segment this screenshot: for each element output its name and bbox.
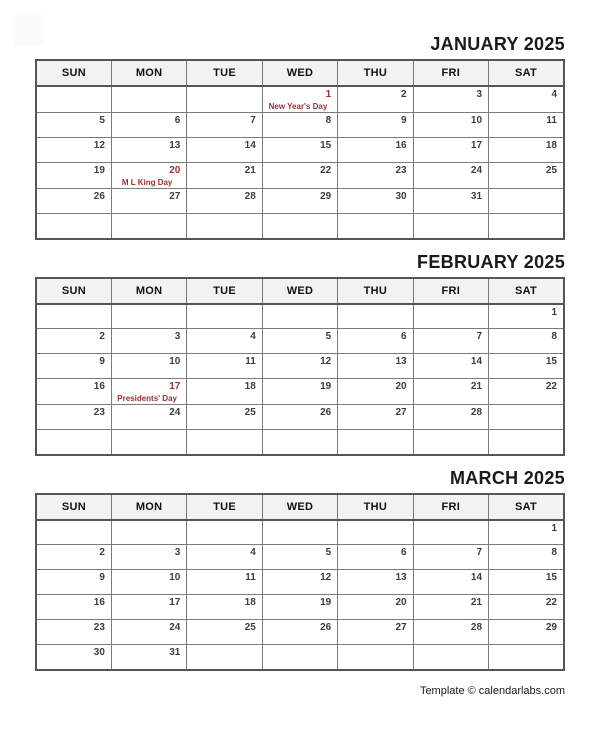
empty-day-cell xyxy=(187,645,262,670)
day-number: 16 xyxy=(93,381,105,392)
day-cell xyxy=(489,545,564,570)
day-number: 13 xyxy=(169,140,181,151)
empty-day-cell xyxy=(338,645,413,670)
day-cell xyxy=(111,354,186,379)
day-cell xyxy=(111,620,186,645)
empty-day-cell xyxy=(111,86,186,113)
month-grid xyxy=(35,493,565,671)
day-number: 29 xyxy=(545,622,557,633)
day-number: 27 xyxy=(395,407,407,418)
month-title: FEBRUARY 2025 xyxy=(417,251,565,272)
week-row xyxy=(36,329,564,354)
day-number: 3 xyxy=(174,547,181,558)
day-cell xyxy=(338,545,413,570)
day-cell xyxy=(413,113,488,138)
month-title: MARCH 2025 xyxy=(449,467,565,488)
day-number: 11 xyxy=(546,115,557,126)
week-row xyxy=(36,86,564,113)
day-cell xyxy=(262,620,337,645)
day-number: 21 xyxy=(470,597,483,608)
month-section xyxy=(35,33,565,240)
day-cell xyxy=(111,138,186,163)
day-number: 13 xyxy=(395,356,407,367)
empty-day-cell xyxy=(413,214,488,239)
day-cell xyxy=(36,138,111,163)
day-cell xyxy=(187,329,262,354)
template-credit: Template © calendarlabs.com xyxy=(419,684,565,697)
day-number: 5 xyxy=(325,547,332,558)
empty-day-cell xyxy=(338,430,413,455)
day-cell xyxy=(111,113,186,138)
day-cell xyxy=(413,163,488,189)
day-cell xyxy=(111,545,186,570)
day-number: 18 xyxy=(244,597,256,608)
empty-day-cell xyxy=(36,214,111,239)
day-cell xyxy=(187,163,262,189)
day-number: 7 xyxy=(250,115,256,126)
day-number: 26 xyxy=(320,407,332,418)
empty-day-cell xyxy=(187,430,262,455)
day-number: 16 xyxy=(395,140,407,151)
day-cell xyxy=(36,329,111,354)
day-number: 22 xyxy=(545,597,557,608)
day-number: 19 xyxy=(320,597,332,608)
day-number: 6 xyxy=(401,331,407,342)
day-cell xyxy=(338,570,413,595)
day-number: 14 xyxy=(470,572,483,583)
month-section xyxy=(35,251,565,456)
holiday-label: New Year's Day xyxy=(268,102,328,111)
day-number: 24 xyxy=(169,622,181,633)
week-row xyxy=(36,520,564,545)
day-number: 27 xyxy=(395,622,407,633)
empty-day-cell xyxy=(262,645,337,670)
day-cell xyxy=(338,405,413,430)
day-cell xyxy=(36,113,111,138)
day-number: 3 xyxy=(476,89,483,100)
day-cell xyxy=(262,163,337,189)
day-number: 10 xyxy=(470,115,483,126)
weekday-header: SUN xyxy=(36,494,111,520)
day-cell xyxy=(187,595,262,620)
empty-day-cell xyxy=(111,304,186,329)
day-number: 8 xyxy=(325,115,332,126)
week-row xyxy=(36,620,564,645)
day-number: 24 xyxy=(169,407,181,418)
day-number: 19 xyxy=(93,165,105,176)
day-number: 7 xyxy=(476,331,483,342)
day-number: 17 xyxy=(169,597,181,608)
day-number: 21 xyxy=(244,165,256,176)
day-number: 25 xyxy=(244,622,256,633)
day-cell xyxy=(187,379,262,405)
weekday-header: WED xyxy=(262,60,337,86)
day-cell xyxy=(489,329,564,354)
day-number: 23 xyxy=(93,622,105,633)
day-number: 12 xyxy=(320,572,332,583)
week-row xyxy=(36,163,564,189)
weekday-header: SUN xyxy=(36,278,111,304)
day-cell xyxy=(413,86,488,113)
day-number: 2 xyxy=(99,547,105,558)
day-number: 1 xyxy=(551,522,557,534)
week-row xyxy=(36,570,564,595)
day-number: 6 xyxy=(401,547,407,558)
day-cell xyxy=(187,405,262,430)
day-cell xyxy=(111,405,186,430)
weekday-header: MON xyxy=(111,60,186,86)
empty-day-cell xyxy=(413,304,488,329)
watermark-logo xyxy=(14,14,44,46)
month-title: JANUARY 2025 xyxy=(430,34,565,54)
day-cell xyxy=(338,163,413,189)
empty-day-cell xyxy=(262,214,337,239)
day-cell xyxy=(187,354,262,379)
day-number: 28 xyxy=(470,407,483,418)
day-number: 15 xyxy=(545,356,557,367)
day-number: 7 xyxy=(476,547,483,558)
day-number: 12 xyxy=(93,140,105,151)
day-number: 28 xyxy=(244,191,256,202)
week-row xyxy=(36,405,564,430)
weekday-header: THU xyxy=(338,278,413,304)
day-number: 18 xyxy=(545,140,557,151)
day-number: 3 xyxy=(174,331,181,342)
day-number: 4 xyxy=(250,331,256,342)
day-number: 10 xyxy=(169,356,181,367)
weekday-header-row xyxy=(36,278,564,304)
day-cell xyxy=(338,113,413,138)
week-row xyxy=(36,138,564,163)
empty-day-cell xyxy=(489,189,564,214)
day-number: 17 xyxy=(169,381,181,392)
day-cell xyxy=(36,620,111,645)
empty-day-cell xyxy=(489,405,564,430)
month-grid xyxy=(35,59,565,240)
day-number: 22 xyxy=(545,381,557,392)
day-cell xyxy=(413,138,488,163)
week-row xyxy=(36,304,564,329)
empty-day-cell xyxy=(187,214,262,239)
empty-day-cell xyxy=(187,86,262,113)
day-cell xyxy=(36,354,111,379)
weekday-header: MON xyxy=(111,494,186,520)
day-cell xyxy=(338,620,413,645)
day-cell xyxy=(36,595,111,620)
day-cell xyxy=(413,329,488,354)
week-row xyxy=(36,545,564,570)
day-number: 29 xyxy=(320,191,332,202)
day-cell xyxy=(187,545,262,570)
day-number: 8 xyxy=(551,547,557,558)
day-number: 31 xyxy=(470,191,483,202)
day-number: 2 xyxy=(99,331,105,342)
day-cell xyxy=(338,379,413,405)
empty-day-cell xyxy=(413,645,488,670)
empty-day-cell xyxy=(413,430,488,455)
day-cell xyxy=(413,620,488,645)
day-cell xyxy=(262,545,337,570)
day-number: 19 xyxy=(320,381,332,392)
empty-day-cell xyxy=(111,430,186,455)
weekday-header-row xyxy=(36,494,564,520)
day-number: 26 xyxy=(320,622,332,633)
day-cell xyxy=(413,379,488,405)
day-number: 9 xyxy=(401,115,407,126)
day-cell xyxy=(413,354,488,379)
day-cell xyxy=(111,570,186,595)
day-number: 1 xyxy=(325,89,332,100)
week-row xyxy=(36,189,564,214)
day-cell xyxy=(36,570,111,595)
week-row xyxy=(36,430,564,455)
day-cell xyxy=(111,189,186,214)
day-number: 1 xyxy=(551,306,557,318)
day-cell xyxy=(36,189,111,214)
day-cell xyxy=(338,86,413,113)
weekday-header: FRI xyxy=(413,278,488,304)
day-cell xyxy=(489,163,564,189)
day-cell xyxy=(36,379,111,405)
empty-day-cell xyxy=(338,304,413,329)
week-row xyxy=(36,354,564,379)
day-cell xyxy=(489,86,564,113)
day-cell xyxy=(489,113,564,138)
day-cell xyxy=(36,163,111,189)
empty-day-cell xyxy=(262,304,337,329)
day-number: 25 xyxy=(545,165,557,176)
day-number: 31 xyxy=(169,647,181,658)
day-cell xyxy=(262,138,337,163)
empty-day-cell xyxy=(111,520,186,545)
day-cell xyxy=(262,189,337,214)
weekday-header: SAT xyxy=(489,60,564,86)
weekday-header: WED xyxy=(262,278,337,304)
weekday-header: SUN xyxy=(36,60,111,86)
holiday-label: Presidents' Day xyxy=(117,394,177,403)
day-number: 5 xyxy=(325,331,332,342)
day-number: 17 xyxy=(470,140,483,151)
day-cell xyxy=(413,189,488,214)
weekday-header: SAT xyxy=(489,494,564,520)
weekday-header: TUE xyxy=(187,494,262,520)
day-number: 23 xyxy=(395,165,407,176)
day-cell xyxy=(262,113,337,138)
day-cell xyxy=(413,405,488,430)
day-number: 16 xyxy=(93,597,105,608)
weekday-header: THU xyxy=(338,60,413,86)
day-cell xyxy=(413,595,488,620)
week-row xyxy=(36,645,564,670)
empty-day-cell xyxy=(413,520,488,545)
day-cell xyxy=(187,620,262,645)
calendar-page xyxy=(35,0,565,697)
day-number: 13 xyxy=(395,572,407,583)
empty-day-cell xyxy=(338,214,413,239)
day-number: 26 xyxy=(93,191,105,202)
day-number: 8 xyxy=(551,331,557,342)
day-cell xyxy=(262,570,337,595)
empty-day-cell xyxy=(489,430,564,455)
day-cell xyxy=(187,189,262,214)
empty-day-cell xyxy=(187,520,262,545)
day-number: 11 xyxy=(245,356,256,367)
week-row xyxy=(36,595,564,620)
day-cell xyxy=(187,138,262,163)
day-number: 11 xyxy=(245,572,256,583)
day-cell xyxy=(111,329,186,354)
holiday-label: M L King Day xyxy=(121,178,173,187)
day-number: 9 xyxy=(99,356,105,367)
weekday-header: MON xyxy=(111,278,186,304)
day-number: 20 xyxy=(169,165,181,176)
week-row xyxy=(36,379,564,405)
day-number: 14 xyxy=(470,356,483,367)
day-cell xyxy=(489,570,564,595)
day-cell xyxy=(36,545,111,570)
day-number: 20 xyxy=(395,597,407,608)
day-cell xyxy=(338,329,413,354)
day-number: 2 xyxy=(401,89,407,100)
day-cell xyxy=(338,189,413,214)
empty-day-cell xyxy=(36,520,111,545)
weekday-header: WED xyxy=(262,494,337,520)
day-cell xyxy=(111,645,186,670)
day-number: 24 xyxy=(470,165,483,176)
day-cell xyxy=(413,570,488,595)
day-number: 28 xyxy=(470,622,483,633)
day-cell xyxy=(338,138,413,163)
empty-day-cell xyxy=(489,214,564,239)
empty-day-cell xyxy=(111,214,186,239)
day-cell xyxy=(111,379,186,405)
empty-day-cell xyxy=(36,304,111,329)
day-cell xyxy=(262,354,337,379)
day-number: 25 xyxy=(244,407,256,418)
day-number: 30 xyxy=(93,647,105,658)
day-cell xyxy=(338,354,413,379)
empty-day-cell xyxy=(489,645,564,670)
day-cell xyxy=(262,86,337,113)
day-number: 21 xyxy=(470,381,483,392)
day-number: 6 xyxy=(174,115,181,126)
weekday-header: SAT xyxy=(489,278,564,304)
day-cell xyxy=(111,163,186,189)
empty-day-cell xyxy=(262,520,337,545)
day-number: 22 xyxy=(320,165,332,176)
day-number: 4 xyxy=(250,547,256,558)
weekday-header: TUE xyxy=(187,278,262,304)
day-cell xyxy=(489,379,564,405)
day-number: 27 xyxy=(169,191,181,202)
day-cell xyxy=(489,354,564,379)
day-number: 15 xyxy=(320,140,332,151)
empty-day-cell xyxy=(338,520,413,545)
day-number: 12 xyxy=(320,356,332,367)
weekday-header: TUE xyxy=(187,60,262,86)
day-cell xyxy=(262,595,337,620)
day-number: 30 xyxy=(395,191,407,202)
weekday-header-row xyxy=(36,60,564,86)
weekday-header: THU xyxy=(338,494,413,520)
empty-day-cell xyxy=(262,430,337,455)
day-cell xyxy=(489,520,564,545)
empty-day-cell xyxy=(36,430,111,455)
day-cell xyxy=(36,645,111,670)
empty-day-cell xyxy=(187,304,262,329)
day-number: 9 xyxy=(99,572,105,583)
day-cell xyxy=(262,405,337,430)
day-cell xyxy=(262,379,337,405)
day-number: 14 xyxy=(244,140,256,151)
day-cell xyxy=(413,545,488,570)
day-number: 23 xyxy=(93,407,105,418)
day-cell xyxy=(489,304,564,329)
week-row xyxy=(36,113,564,138)
day-number: 15 xyxy=(545,572,557,583)
day-cell xyxy=(489,595,564,620)
day-cell xyxy=(338,595,413,620)
day-cell xyxy=(489,138,564,163)
day-cell xyxy=(489,620,564,645)
day-cell xyxy=(187,113,262,138)
day-number: 10 xyxy=(169,572,181,583)
day-number: 18 xyxy=(244,381,256,392)
month-section xyxy=(35,467,565,671)
day-cell xyxy=(187,570,262,595)
day-number: 20 xyxy=(395,381,407,392)
empty-day-cell xyxy=(36,86,111,113)
weekday-header: FRI xyxy=(413,60,488,86)
day-number: 4 xyxy=(551,89,557,100)
day-cell xyxy=(111,595,186,620)
day-number: 5 xyxy=(99,115,105,126)
month-grid xyxy=(35,277,565,456)
day-cell xyxy=(262,329,337,354)
week-row xyxy=(36,214,564,239)
day-cell xyxy=(36,405,111,430)
weekday-header: FRI xyxy=(413,494,488,520)
months-container xyxy=(35,33,565,671)
